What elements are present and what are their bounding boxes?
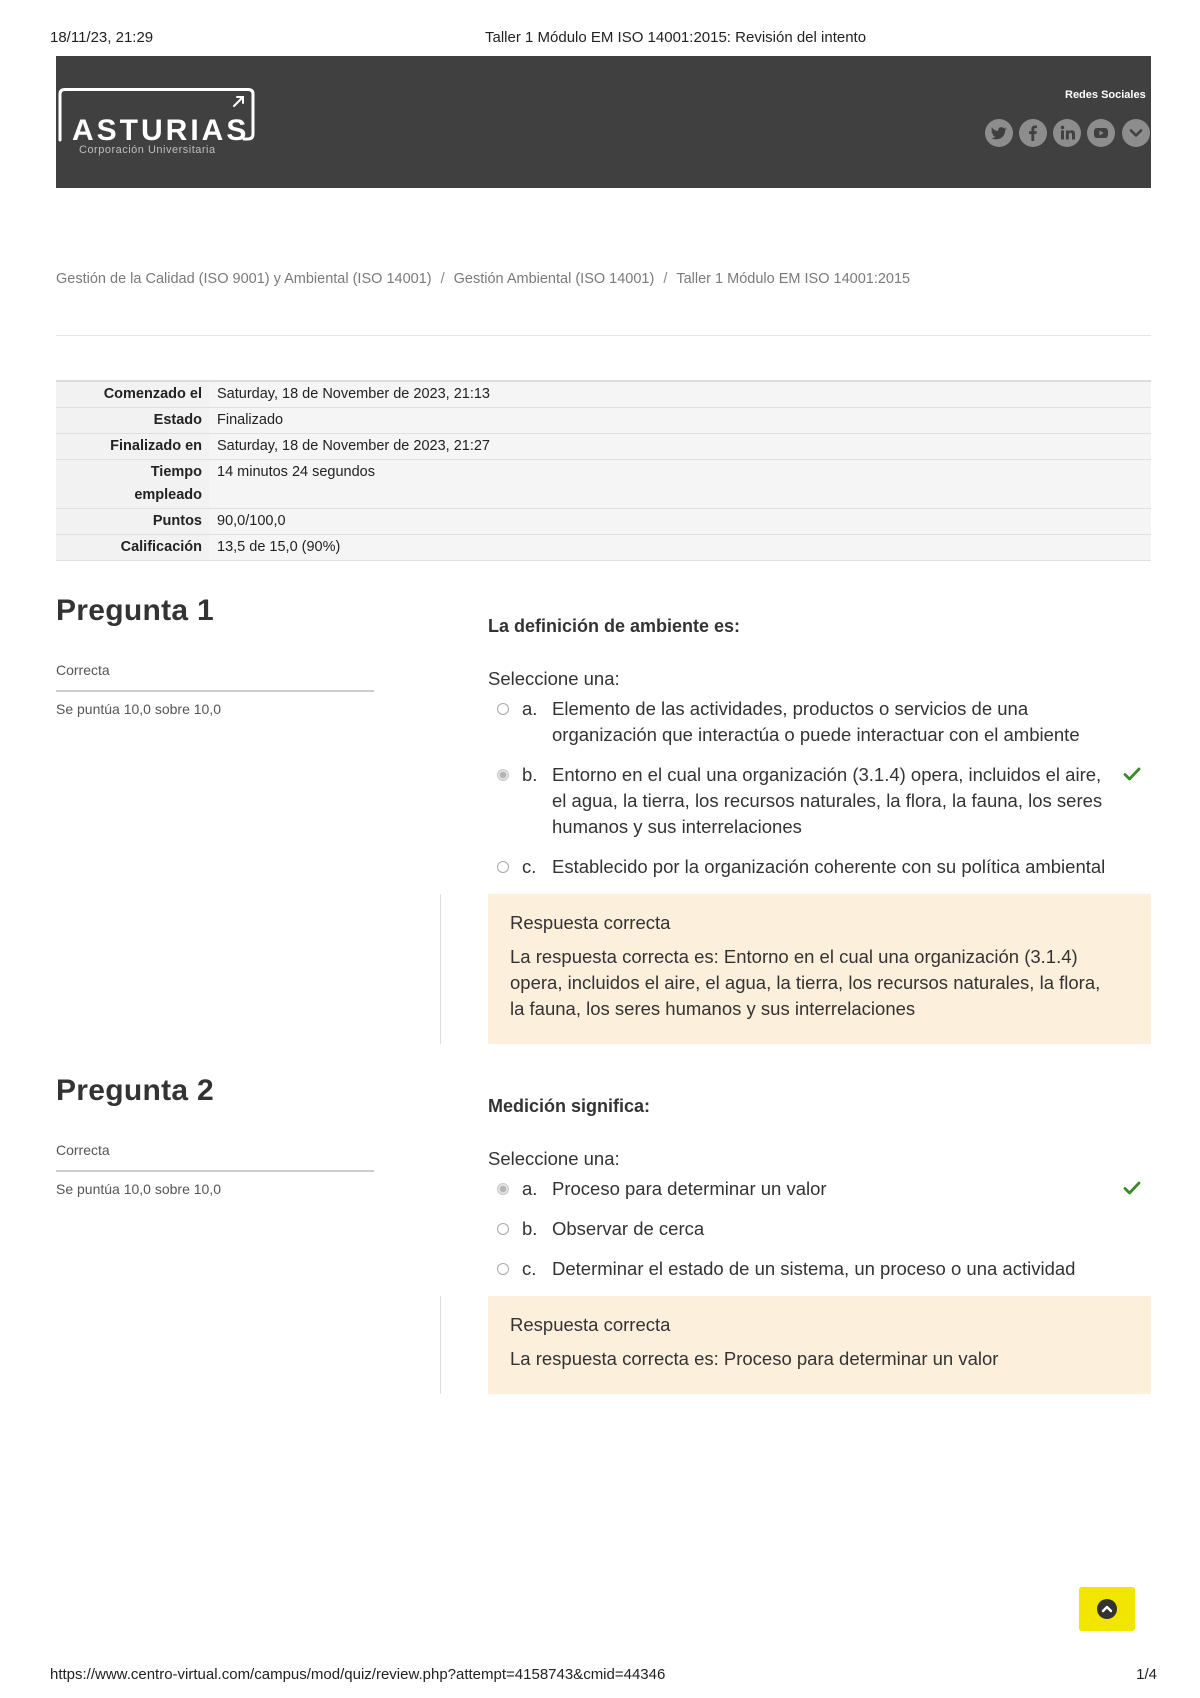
- breadcrumb: [56, 269, 910, 289]
- feedback-correct-answer: La respuesta correcta es: Proceso para determinar un valor: [510, 1348, 999, 1369]
- option-letter: c.: [522, 856, 537, 877]
- answer-options: [488, 1176, 1151, 1282]
- site-header: [56, 56, 1151, 188]
- answer-option: [488, 696, 1151, 748]
- option-text: Proceso para determinar un valor: [552, 1178, 827, 1199]
- option-text: Determinar el estado de un sistema, un proceso o una actividad: [552, 1258, 1076, 1279]
- option-text: Establecido por la organización coherente con su política ambiental: [552, 856, 1106, 877]
- summary-row: [56, 381, 1151, 408]
- asturias-logo[interactable]: [56, 84, 261, 164]
- breadcrumb-item-section[interactable]: Gestión Ambiental (ISO 14001): [453, 271, 655, 287]
- answer-options: [488, 696, 1151, 880]
- summary-row: [56, 509, 1151, 535]
- option-letter: a.: [522, 1178, 538, 1199]
- twitter-icon[interactable]: [985, 119, 1013, 147]
- attempt-summary-table: [56, 380, 1151, 561]
- facebook-icon[interactable]: [1019, 119, 1047, 147]
- summary-label: Finalizado en: [56, 434, 209, 460]
- answer-radio: [497, 703, 509, 715]
- summary-value: Saturday, 18 de November de 2023, 21:13: [209, 381, 1151, 408]
- summary-label: Tiempo empleado: [56, 460, 209, 509]
- print-datetime: 18/11/23, 21:29: [50, 29, 154, 46]
- summary-label: Calificación: [56, 535, 209, 561]
- question-text: Medición significa:: [488, 1096, 651, 1116]
- question-grade: Se puntúa 10,0 sobre 10,0: [56, 1181, 222, 1197]
- question-info: [56, 590, 374, 717]
- answer-feedback: [488, 1296, 1151, 1394]
- question-text: La definición de ambiente es:: [488, 616, 741, 636]
- divider: [56, 335, 1151, 336]
- answer-option: [488, 1256, 1151, 1282]
- logo-subtitle: Corporación Universitaria: [79, 144, 216, 156]
- option-letter: c.: [522, 1258, 537, 1279]
- question-content: [488, 590, 1151, 1044]
- question-status: Correcta: [56, 662, 110, 678]
- answer-prompt: Seleccione una:: [488, 1148, 620, 1169]
- answer-option: [488, 762, 1151, 840]
- answer-option: [488, 1216, 1151, 1242]
- option-text: Elemento de las actividades, productos o servicios de una organización que interactúa o puede interactuar con el ambiente: [552, 698, 1080, 745]
- scroll-to-top-button[interactable]: [1079, 1587, 1135, 1631]
- option-letter: b.: [522, 764, 538, 785]
- question-grade: Se puntúa 10,0 sobre 10,0: [56, 701, 222, 717]
- summary-value: 90,0/100,0: [209, 509, 1151, 535]
- summary-label: Comenzado el: [56, 381, 209, 408]
- print-page-title: Taller 1 Módulo EM ISO 14001:2015: Revisión del intento: [485, 29, 867, 46]
- question-info: [56, 1070, 374, 1197]
- option-text: Entorno en el cual una organización (3.1.4) opera, incluidos el aire, el agua, la tierra, los recursos naturales, la flora, la fauna, los seres humanos y sus interrelaciones: [552, 764, 1103, 837]
- option-letter: b.: [522, 1218, 538, 1239]
- print-page-number: 1/4: [1136, 1666, 1157, 1683]
- answer-radio: [497, 1263, 509, 1275]
- breadcrumb-separator: /: [663, 271, 668, 287]
- chevron-up-icon: [1097, 1599, 1117, 1619]
- question-info-divider: [56, 1170, 374, 1172]
- summary-row: [56, 408, 1151, 434]
- question-heading: Pregunta 2: [56, 1074, 215, 1107]
- linkedin-icon[interactable]: [1053, 119, 1081, 147]
- feedback-title: Respuesta correcta: [510, 912, 671, 933]
- feedback-title: Respuesta correcta: [510, 1314, 671, 1335]
- answer-option: [488, 854, 1151, 880]
- summary-value: Saturday, 18 de November de 2023, 21:27: [209, 434, 1151, 460]
- social-networks-label: Redes Sociales: [1065, 89, 1146, 101]
- print-page-url: https://www.centro-virtual.com/campus/mod/quiz/review.php?attempt=4158743&cmid=44346: [50, 1666, 666, 1683]
- answer-radio: [497, 769, 509, 781]
- check-icon: [1123, 1179, 1141, 1197]
- check-icon: [1123, 765, 1141, 783]
- question-info-divider: [56, 690, 374, 692]
- breadcrumb-item-quiz[interactable]: Taller 1 Módulo EM ISO 14001:2015: [676, 271, 911, 287]
- web-icon[interactable]: [1122, 119, 1150, 147]
- feedback-correct-answer: La respuesta correcta es: Entorno en el cual una organización (3.1.4) opera, incluidos el aire, el agua, la tierra, los recursos naturales, la flora, la fauna, los seres humanos y sus interrelaciones: [510, 946, 1101, 1019]
- logo-text: ASTURIAS: [72, 114, 250, 147]
- summary-label: Puntos: [56, 509, 209, 535]
- breadcrumb-item-course[interactable]: Gestión de la Calidad (ISO 9001) y Ambiental (ISO 14001): [56, 271, 432, 287]
- summary-label: Estado: [56, 408, 209, 434]
- question-content: [488, 1070, 1151, 1394]
- answer-radio: [497, 861, 509, 873]
- summary-value: Finalizado: [209, 408, 1151, 434]
- summary-row: [56, 460, 1151, 509]
- question-status: Correcta: [56, 1142, 110, 1158]
- question-heading: Pregunta 1: [56, 594, 215, 627]
- summary-value: 13,5 de 15,0 (90%): [209, 535, 1151, 561]
- answer-feedback: [488, 894, 1151, 1044]
- option-text: Observar de cerca: [552, 1218, 705, 1239]
- summary-row: [56, 434, 1151, 460]
- youtube-icon[interactable]: [1087, 119, 1115, 147]
- breadcrumb-separator: /: [440, 271, 445, 287]
- summary-row: [56, 535, 1151, 561]
- answer-radio: [497, 1183, 509, 1195]
- answer-option: [488, 1176, 1151, 1202]
- option-letter: a.: [522, 698, 538, 719]
- summary-value: 14 minutos 24 segundos: [209, 460, 1151, 509]
- answer-radio: [497, 1223, 509, 1235]
- answer-prompt: Seleccione una:: [488, 668, 620, 689]
